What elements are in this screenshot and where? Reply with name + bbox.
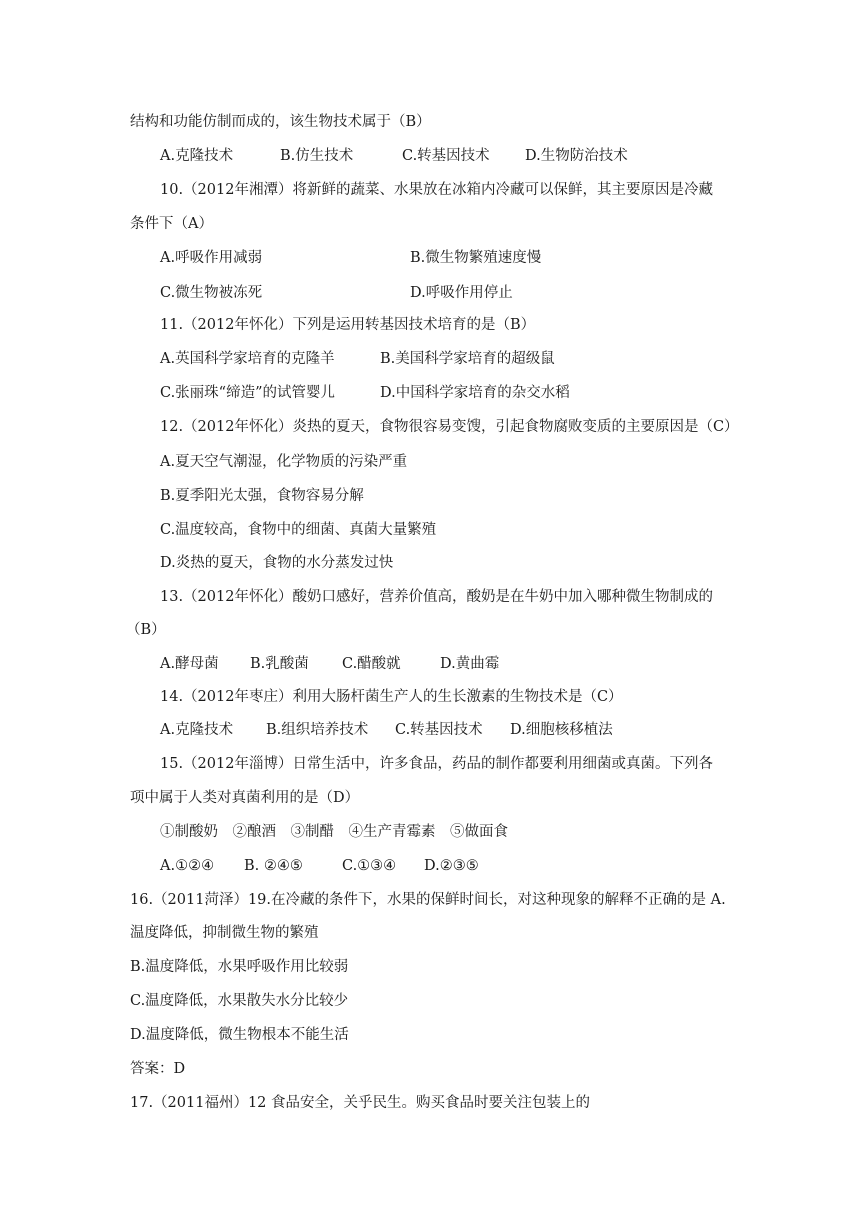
q10-option-a: A.呼吸作用减弱	[160, 250, 263, 266]
q10-option-b: B.微生物繁殖速度慢	[410, 250, 542, 266]
q14-option-b: B.组织培养技术	[266, 722, 369, 738]
q10-option-c: C.微生物被冻死	[160, 285, 263, 301]
q14-option-d: D.细胞核移植法	[510, 722, 613, 738]
q13-option-c: C.醋酸就	[342, 656, 401, 672]
q15-stem: 15.（2012年淄博）日常生活中，许多食品，药品的制作都要利用细菌或真菌。下列各	[160, 756, 713, 772]
q13-stem-cont: （B）	[126, 622, 166, 638]
q15-option-c: C.①③④	[342, 858, 397, 874]
q9-option-c: C.转基因技术	[402, 148, 490, 164]
q13-option-d: D.黄曲霉	[440, 656, 500, 672]
q10-stem: 10.（2012年湘潭）将新鲜的蔬菜、水果放在冰箱内冷藏可以保鲜，其主要原因是冷藏	[160, 182, 713, 198]
q11-stem: 11.（2012年怀化）下列是运用转基因技术培育的是（B）	[160, 317, 536, 333]
q14-option-c: C.转基因技术	[395, 722, 483, 738]
q13-option-b: B.乳酸菌	[250, 656, 309, 672]
q9-stem-end: 结构和功能仿制而成的，该生物技术属于（B）	[130, 114, 431, 130]
q9-option-b: B.仿生技术	[280, 148, 354, 164]
q17-stem: 17.（2011福州）12 食品安全，关乎民生。购买食品时要关注包装上的	[130, 1095, 591, 1111]
q11-option-d: D.中国科学家培育的杂交水稻	[380, 385, 570, 401]
q10-stem-cont: 条件下（A）	[130, 216, 213, 232]
q16-option-c: C.温度降低，水果散失水分比较少	[130, 993, 349, 1009]
q15-stem-cont: 项中属于人类对真菌利用的是（D）	[130, 790, 360, 806]
q16-option-a: 温度降低，抑制微生物的繁殖	[130, 925, 319, 941]
q15-option-a: A.①②④	[160, 858, 215, 874]
q16-stem: 16.（2011菏泽）19.在冷藏的条件下，水果的保鲜时间长，对这种现象的解释不正确的是 A.	[130, 892, 726, 908]
q9-option-a: A.克隆技术	[160, 148, 234, 164]
q14-option-a: A.克隆技术	[160, 722, 234, 738]
q11-option-c: C.张丽珠“缔造”的试管婴儿	[160, 385, 336, 401]
q15-option-b: B. ②④⑤	[244, 858, 303, 874]
q12-option-d: D.炎热的夏天，食物的水分蒸发过快	[160, 555, 394, 571]
q16-answer: 答案：D	[130, 1061, 186, 1077]
q12-option-a: A.夏天空气潮湿，化学物质的污染严重	[160, 454, 408, 470]
q16-option-b: B.温度降低，水果呼吸作用比较弱	[130, 959, 349, 975]
q10-option-d: D.呼吸作用停止	[410, 285, 513, 301]
q14-stem: 14.（2012年枣庄）利用大肠杆菌生产人的生长激素的生物技术是（C）	[160, 689, 623, 705]
q9-option-d: D.生物防治技术	[525, 148, 628, 164]
q12-option-c: C.温度较高，食物中的细菌、真菌大量繁殖	[160, 522, 437, 538]
q13-option-a: A.酵母菌	[160, 656, 219, 672]
q11-option-b: B.美国科学家培育的超级鼠	[380, 351, 555, 367]
q11-option-a: A.英国科学家培育的克隆羊	[160, 351, 335, 367]
q15-items: ①制酸奶 ②酿酒 ③制醋 ④生产青霉素 ⑤做面食	[160, 824, 508, 840]
q13-stem: 13.（2012年怀化）酸奶口感好，营养价值高，酸奶是在牛奶中加入哪种微生物制成的	[160, 589, 713, 605]
q12-option-b: B.夏季阳光太强，食物容易分解	[160, 488, 364, 504]
q16-option-d: D.温度降低，微生物根本不能生活	[130, 1027, 349, 1043]
q12-stem: 12.（2012年怀化）炎热的夏天，食物很容易变馊，引起食物腐败变质的主要原因是（C）	[160, 419, 739, 435]
q15-option-d: D.②③⑤	[424, 858, 479, 874]
